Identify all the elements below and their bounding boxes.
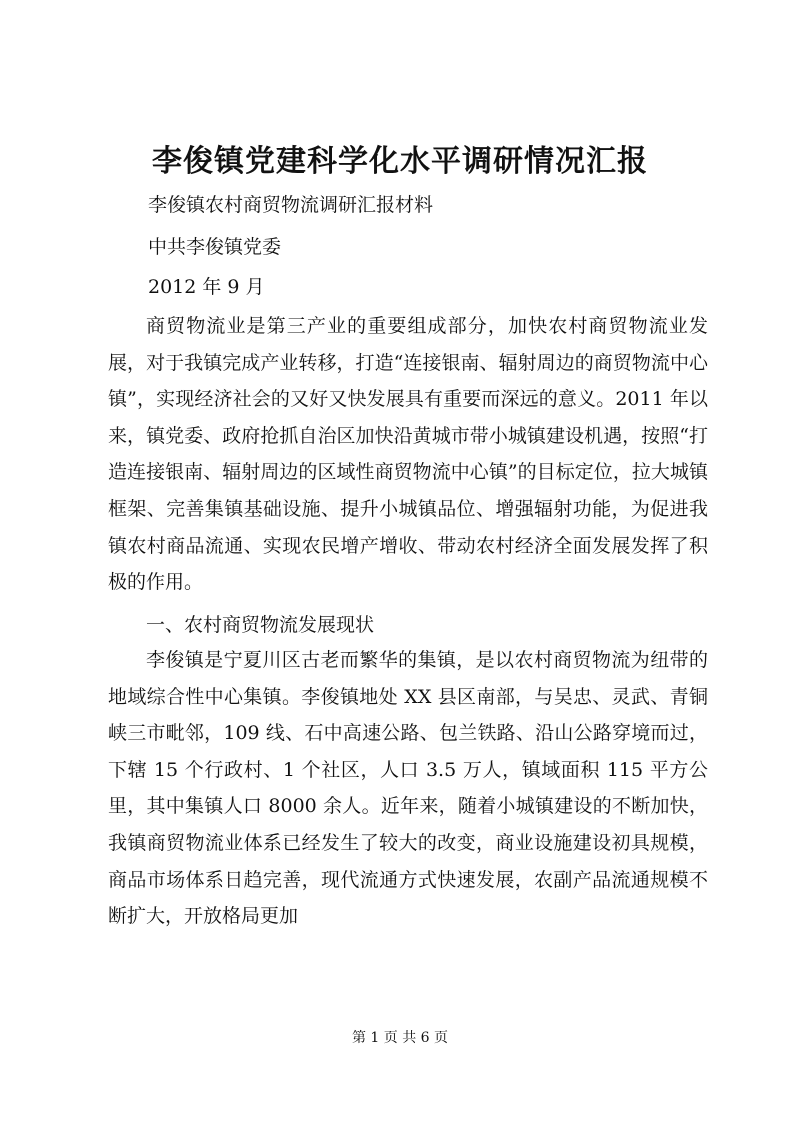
- section-heading: 一、农村商贸物流发展现状: [146, 614, 375, 636]
- body-paragraph-intro: 商贸物流业是第三产业的重要组成部分，加快农村商贸物流业发展，对于我镇完成产业转移，打造“连接银南、辐射周边的商贸物流中心镇”，实现经济社会的又好又快发展具有重要而深远的意义。2011 年以来，镇党委、政府抢抓自治区加快沿黄城市带小城镇建设机遇，按照“打造连接银南、辐射周边的区域性商贸物流中心镇”的目标定位，拉大城镇框架、完善集镇基础设施、提升小城镇品位、增强辐射功能，为促进我镇农村商品流通、实现农民增产增收、带动农村经济全面发展发挥了积极的作用。: [108, 315, 708, 594]
- document-title: 李俊镇党建科学化水平调研情况汇报: [152, 144, 648, 179]
- issuing-organization: 中共李俊镇党委: [148, 236, 282, 258]
- page-number-footer: 第 1 页 共 6 页: [351, 1030, 449, 1046]
- body-paragraph-status: 李俊镇是宁夏川区古老而繁华的集镇，是以农村商贸物流为纽带的地域综合性中心集镇。李俊镇地处 XX 县区南部，与吴忠、灵武、青铜峡三市毗邻，109 线、石中高速公路、包兰铁路、沿山公路穿境而过，下辖 15 个行政村、1 个社区，人口 3.5 万人，镇域面积 115 平方公里，其中集镇人口 8000 余人。近年来，随着小城镇建设的不断加快，我镇商贸物流业体系已经发生了较大的改变，商业设施建设初具规模，商品市场体系日趋完善，现代流通方式快速发展，农副产品流通规模不断扩大，开放格局更加: [108, 649, 708, 928]
- document-date: 2012 年 9 月: [148, 276, 265, 298]
- document-subtitle: 李俊镇农村商贸物流调研汇报材料: [148, 194, 434, 216]
